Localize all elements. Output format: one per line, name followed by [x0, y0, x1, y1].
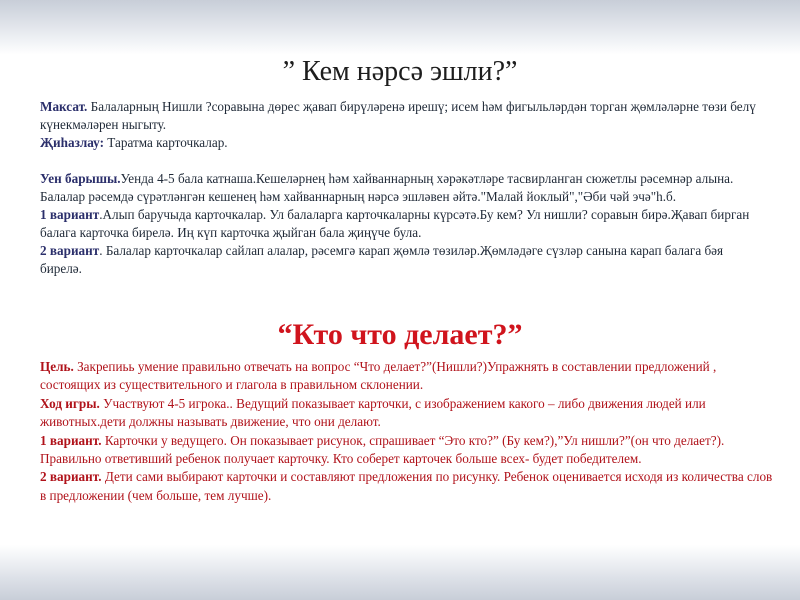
variant2-text: Дети сами выбирают карточки и составляют предложения по рисунку. Ребенок оценивается исходя из количества слов в предложении (чем больше, тем лучше). — [40, 469, 773, 503]
bottom-gradient-band — [0, 545, 800, 600]
game-flow-text: Уенда 4-5 бала катнаша.Кешеләрнең һәм хайваннарның хәрәкәтләре тасвирланган сюжетлы рәсемнәр алына. Балалар рәсемдә сүрәтләнгән кешенең һәм хайваннарның нәрсә эшләвен әйтә."Малай йоклый","Әби чәй эчә"һ.б. — [40, 171, 734, 204]
equipment-paragraph — [40, 134, 768, 152]
goal-paragraph — [40, 98, 768, 134]
goal-label: Максат. — [40, 99, 88, 114]
goal-paragraph — [40, 358, 775, 395]
game-flow-label: Ход игры. — [40, 395, 100, 411]
variant1-label: 1 вариант — [40, 207, 100, 222]
game-flow-paragraph — [40, 170, 768, 206]
variant1-paragraph — [40, 206, 768, 242]
variant2-paragraph — [40, 242, 768, 278]
section1-body — [40, 98, 768, 278]
variant2-text: . Балалар карточкалар сайлап алалар, рәсемгә карап җөмлә төзиләр.Җөмләдәге сүзләр санына карап балага бәя бирелә. — [40, 243, 724, 276]
variant1-text: .Алып баручыда карточкалар. Ул балаларга карточкаларны күрсәтә.Бу кем? Ул нишли? соравын бирә.Җавап бирган балага карточка бирелә. Иң күп карточка җыйган бала җиңүче була. — [40, 207, 750, 240]
paragraph-gap — [40, 152, 768, 170]
game-flow-paragraph — [40, 395, 775, 432]
variant2-paragraph — [40, 468, 775, 505]
goal-text: Закрепиьь умение правильно отвечать на вопрос “Что делает?”(Нишли?)Упражнять в составлении предложений , состоящих из существительного и глагола в правильном склонении. — [40, 359, 717, 393]
variant2-label: 2 вариант. — [40, 469, 102, 485]
game-flow-label: Уен барышы. — [40, 171, 121, 186]
variant1-paragraph — [40, 432, 775, 469]
section1-title: ” Кем нәрсә эшли?” — [282, 56, 518, 87]
variant1-label: 1 вариант. — [40, 432, 102, 448]
top-gradient-band — [0, 0, 800, 55]
variant1-text: Карточки у ведущего. Он показывает рисунок, спрашивает “Это кто?” (Бу кем?),”Ул нишли?”(он что делает?). Правильно ответивший ребенок получает карточку. Кто соберет карточек больше всех- будет победителем. — [40, 432, 725, 467]
equipment-text: Таратма карточкалар. — [104, 135, 228, 150]
game-flow-text: Участвуют 4-5 игрока.. Ведущий показывает карточки, с изображением какого – либо движения людей или животных.дети должны называть движение, что они делают. — [40, 395, 706, 430]
equipment-label: Җиһазлау: — [40, 135, 104, 150]
section2-title: “Кто что делает?” — [277, 318, 523, 351]
section2-body — [40, 358, 775, 505]
variant2-label: 2 вариант — [40, 243, 100, 258]
goal-text: Балаларның Нишли ?соравына дөрес җавап бирүләренә ирешү; исем һәм фигыльләрдән торган җөмләләрне төзи белү күнекмәләрен ныгыту. — [40, 99, 756, 132]
goal-label: Цель. — [40, 359, 74, 374]
